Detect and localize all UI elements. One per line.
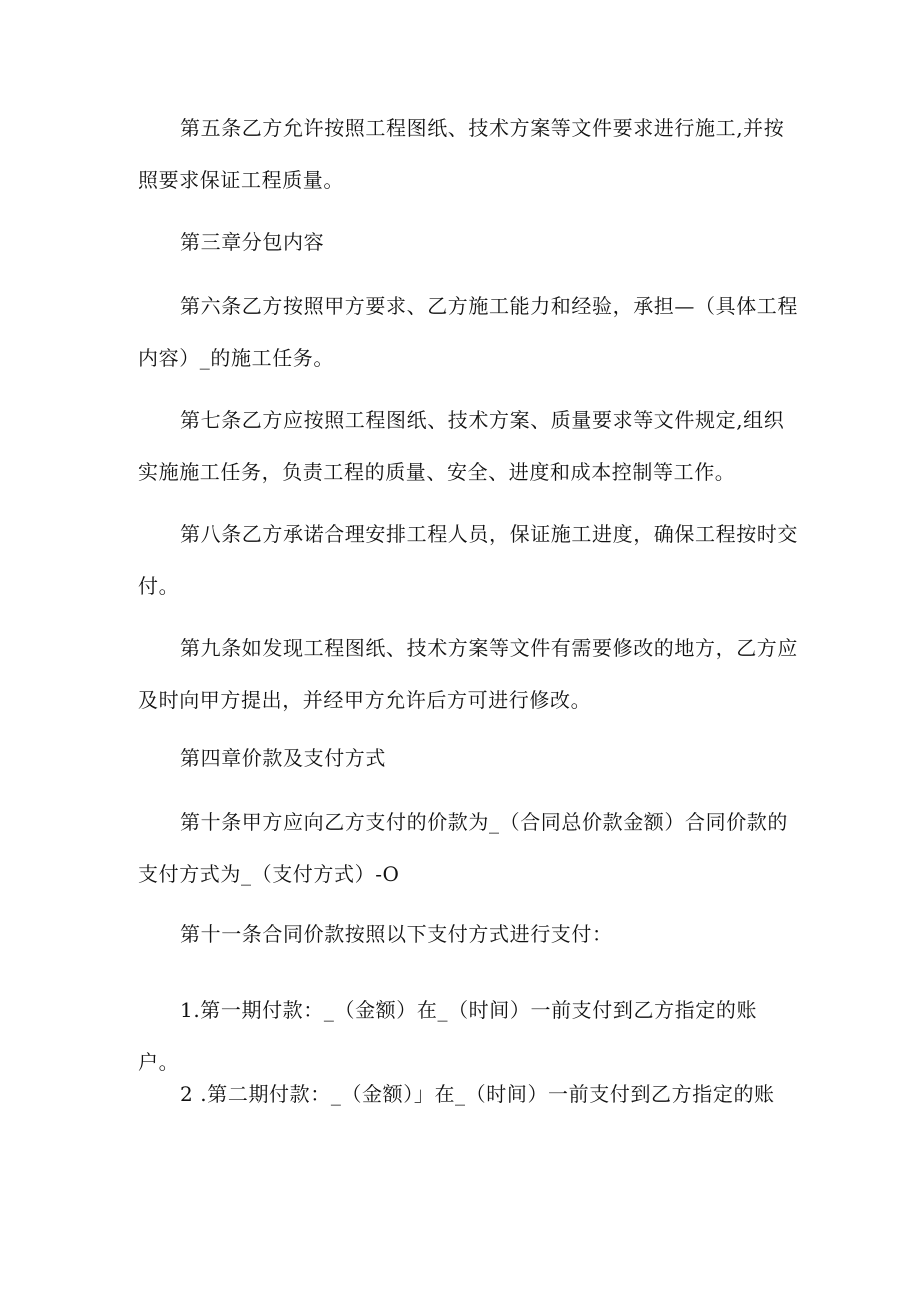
chapter-3-heading: 第三章分包内容 [180, 230, 325, 254]
clause-6: 第六条乙方按照甲方要求、乙方施工能力和经验，承担—（具体工程内容）_的施工任务。 [138, 294, 798, 370]
clause-5: 第五条乙方允许按照工程图纸、技术方案等文件要求进行施工,并按照要求保证工程质量。 [138, 116, 785, 192]
chapter-4-heading: 第四章价款及支付方式 [180, 746, 386, 770]
payment-item-1: 1.第一期付款：_（金额）在_（时间）一前支付到乙方指定的账户。 [138, 998, 758, 1074]
clause-9: 第九条如发现工程图纸、技术方案等文件有需要修改的地方，乙方应及时向甲方提出，并经甲方允许后方可进行修改。 [138, 636, 798, 712]
clause-8: 第八条乙方承诺合理安排工程人员，保证施工进度，确保工程按时交付。 [138, 522, 798, 598]
clause-7: 第七条乙方应按照工程图纸、技术方案、质量要求等文件规定,组织实施施工任务，负责工程的质量、安全、进度和成本控制等工作。 [138, 408, 785, 484]
clause-10: 第十条甲方应向乙方支付的价款为_（合同总价款金额）合同价款的支付方式为_（支付方式）-O [138, 810, 788, 886]
payment-item-2: 2 .第二期付款：_（金额）」在_（时间）一前支付到乙方指定的账 [180, 1082, 775, 1106]
clause-11: 第十一条合同价款按照以下支付方式进行支付： [180, 922, 613, 946]
